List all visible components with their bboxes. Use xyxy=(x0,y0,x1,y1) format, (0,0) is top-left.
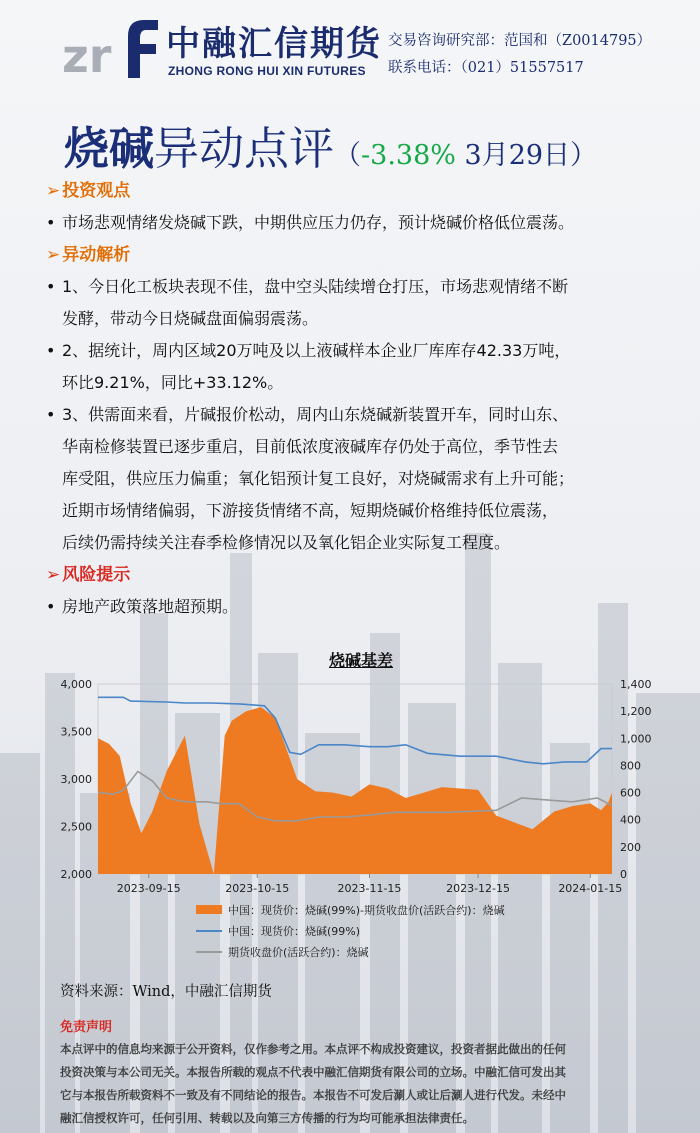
title-change-pct: -3.38% xyxy=(361,140,456,171)
list-item: • 1、今日化工板块表现不佳，盘中空头陆续增仓打压，市场悲观情绪不断 发酵，带动今日烧碱盘面偏弱震荡。 xyxy=(46,277,569,328)
x-tick-label: 2023-10-15 xyxy=(225,882,290,895)
company-name-en: ZHONG RONG HUI XIN FUTURES xyxy=(168,64,366,78)
analysis-heading: ➢ 异动解析 xyxy=(46,245,131,265)
x-tick-label: 2023-11-15 xyxy=(337,882,402,895)
chevron-right-icon: ➢ xyxy=(46,245,61,265)
risk-heading: ➢ 风险提示 xyxy=(46,565,131,585)
phone-line: 联系电话：（021）51557517 xyxy=(388,60,584,76)
contact-info xyxy=(388,28,651,82)
report-body xyxy=(46,175,686,623)
title-kind: 异动点评 xyxy=(154,122,335,175)
analyst-line: 交易咨询研究部：范国和（Z0014795） xyxy=(388,33,652,49)
title-paren: （ xyxy=(334,140,362,171)
chart-title: 烧碱基差 xyxy=(328,651,393,670)
y-left-tick-label: 2,000 xyxy=(60,868,92,881)
x-tick-label: 2023-12-15 xyxy=(446,882,511,895)
legend-swatch xyxy=(196,905,222,914)
svg-text:zr: zr xyxy=(62,29,112,80)
y-left-tick-label: 2,500 xyxy=(60,820,92,834)
list-item: • 市场悲观情绪发烧碱下跌，中期供应压力仍存，预计烧碱价格低位震荡。 xyxy=(46,213,575,232)
title-product: 烧碱 xyxy=(64,122,155,175)
y-left-tick-label: 3,500 xyxy=(60,725,92,739)
y-right-tick-label: 400 xyxy=(620,813,641,827)
chart-canvas xyxy=(46,640,676,970)
chevron-right-icon: ➢ xyxy=(46,181,61,201)
company-name-cn: 中融汇信期货 xyxy=(166,24,382,64)
y-right-tick-label: 600 xyxy=(620,786,641,800)
y-left-tick-label: 3,000 xyxy=(60,773,92,786)
y-right-tick-label: 800 xyxy=(620,759,641,773)
page-title xyxy=(64,112,598,175)
legend-label: 期货收盘价(活跃合约)：烧碱 xyxy=(228,946,369,959)
view-heading: ➢ 投资观点 xyxy=(46,181,131,201)
legend-label: 中国：现货价：烧碱(99%) xyxy=(228,925,361,938)
title-date: 3月29日） xyxy=(455,140,598,171)
disclaimer-heading: 免责声明 xyxy=(60,1020,113,1035)
data-source: 资料来源：Wind，中融汇信期货 xyxy=(60,984,272,1000)
x-tick-label: 2023-09-15 xyxy=(116,882,181,895)
report-header xyxy=(0,0,700,110)
basis-chart xyxy=(46,640,676,970)
list-item: • 3、供需面来看，片碱报价松动，周内山东烧碱新装置开车，同时山东、 华南检修装置已逐步重启，目前低浓度液碱库存仍处于高位，季节性去 库受阻，供应压力偏重；氧化铝预计复工良好，对烧碱需求有上升可能； 近期市场情绪偏弱，下游接货情绪不高，短期烧碱价格维持低位震荡， 后续仍需持续关注春季检修情况以及氧化铝企业实际复工程度。 xyxy=(46,405,575,552)
legend-label: 中国：现货价：烧碱(99%)-期货收盘价(活跃合约)：烧碱 xyxy=(228,904,505,917)
list-item: • 2、据统计，周内区域20万吨及以上液碱样本企业厂库库存42.33万吨， 环比9.21%，同比+33.12%。 xyxy=(46,341,571,392)
list-item: • 房地产政策落地超预期。 xyxy=(46,597,239,616)
y-left-tick-label: 4,000 xyxy=(60,678,92,691)
x-tick-label: 2024-01-15 xyxy=(558,882,623,895)
series-line-1 xyxy=(98,697,612,764)
chevron-right-icon: ➢ xyxy=(46,565,61,585)
y-right-tick-label: 1,200 xyxy=(620,705,652,719)
y-right-tick-label: 1,400 xyxy=(620,678,652,691)
y-right-tick-label: 200 xyxy=(620,840,641,854)
y-right-tick-label: 0 xyxy=(620,868,627,881)
basis-area-series xyxy=(98,707,612,874)
company-logo-icon xyxy=(62,14,162,80)
disclaimer-text: 本点评中的信息均来源于公开资料，仅作参考之用。本点评不构成投资建议，投资者据此做出的任何 投资决策与本公司无关。本报告所载的观点不代表中融汇信期货有限公司的立场。中融汇信可发出其 它与本报告所载资料不一致及有不同结论的报告。本报告不可发后涮人或让后涮人进行代发。未经中 融汇信授权许可，任何引用、转载以及向第三方传播的行为均可能承担法律责任。 xyxy=(60,1042,566,1125)
y-right-tick-label: 1,000 xyxy=(620,732,652,746)
